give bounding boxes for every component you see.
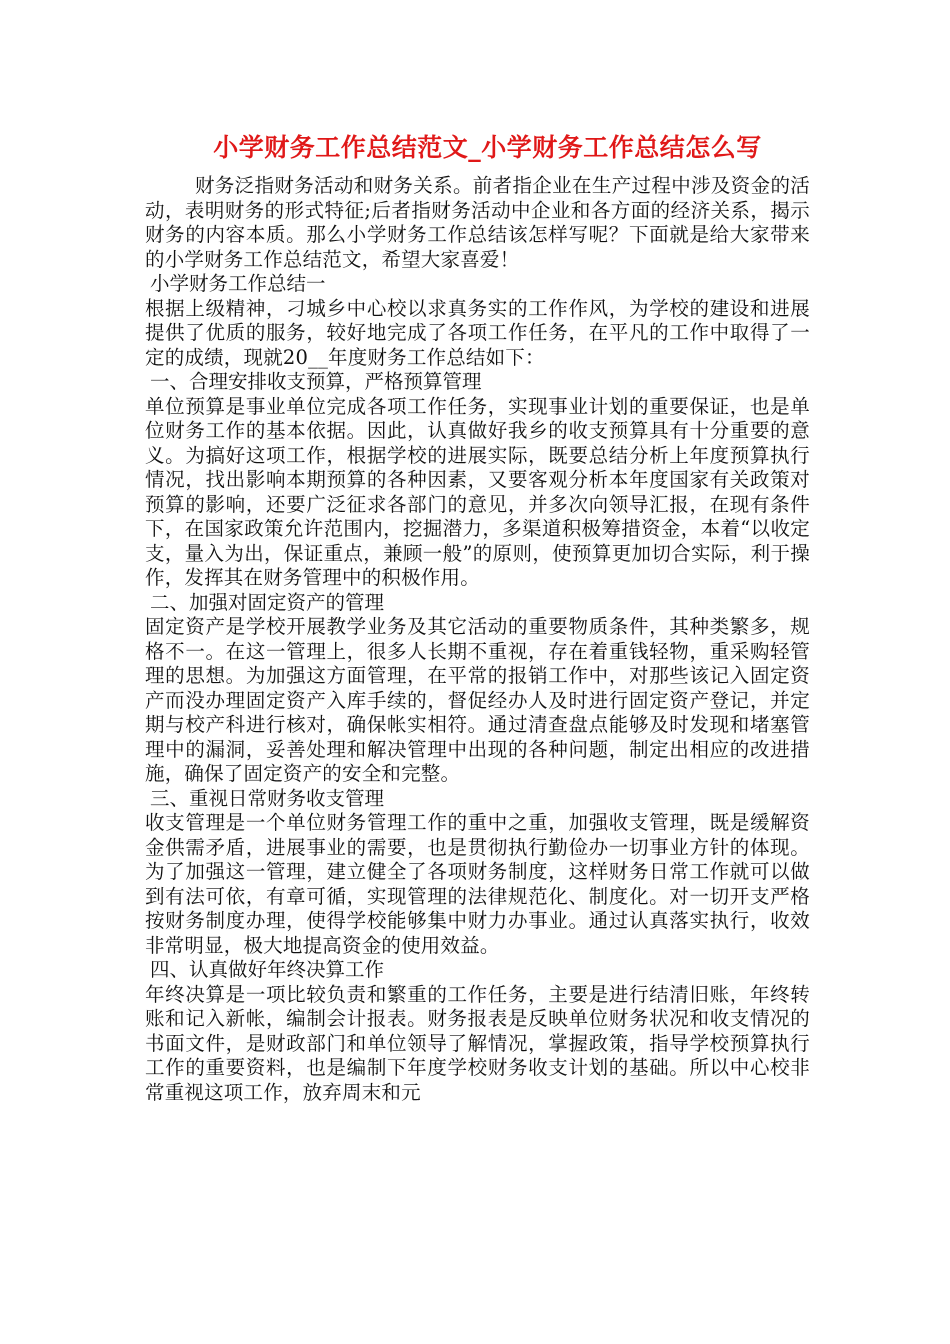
section-body-2: 固定资产是学校开展教学业务及其它活动的重要物质条件，其种类繁多，规格不一。在这一管理上，很多人长期不重视，存在着重钱轻物，重采购轻管理的思想。为加强这方面管理，在平常的报销工作中，对那些该记入固定资产而没办理固定资产入库手续的，督促经办人及时进行固定资产登记，并定期与校产科进行核对，确保帐实相符。通过清查盘点能够及时发现和堵塞管理中的漏洞，妥善处理和解决管理中出现的各种问题，制定出相应的改进措施，确保了固定资产的安全和完整。: [145, 615, 810, 785]
document-title: 小学财务工作总结范文_小学财务工作总结怎么写: [213, 133, 762, 162]
intro-paragraph: 财务泛指财务活动和财务关系。前者指企业在生产过程中涉及资金的活动，表明财务的形式特征;后者指财务活动中企业和各方面的经济关系，揭示财务的内容本质。那么小学财务工作总结该怎样写呢？下面就是给大家带来的小学财务工作总结范文，希望大家喜爱！: [145, 174, 810, 271]
section-heading-1: 一、合理安排收支预算，严格预算管理: [150, 370, 482, 393]
section-heading-2: 二、加强对固定资产的管理: [150, 590, 385, 614]
document-page: [145, 130, 810, 1105]
section-body-3: 收支管理是一个单位财务管理工作的重中之重，加强收支管理，既是缓解资金供需矛盾，进展事业的需要，也是贯彻执行勤俭办一切事业方针的体现。为了加强这一管理，建立健全了各项财务制度，这样财务日常工作就可以做到有法可依，有章可循，实现管理的法律规范化、制度化。对一切开支严格按财务制度办理，使得学校能够集中财力办事业。通过认真落实执行，收效非常明显，极大地提高资金的使用效益。: [145, 811, 810, 957]
opening-paragraph: 根据上级精神，刁城乡中心校以求真务实的工作作风，为学校的建设和进展提供了优质的服务，较好地完成了各项工作任务，在平凡的工作中取得了一定的成绩，现就20__年度财务工作总结如下：: [145, 296, 810, 369]
section-heading-3: 三、重视日常财务收支管理: [150, 786, 385, 810]
summary-heading: 小学财务工作总结一: [150, 272, 326, 295]
section-body-4: 年终决算是一项比较负责和繁重的工作任务，主要是进行结清旧账，年终转账和记入新帐，编制会计报表。财务报表是反映单位财务状况和收支情况的书面文件，是财政部门和单位领导了解情况，掌握政策，指导学校预算执行工作的重要资料，也是编制下年度学校财务收支计划的基础。所以中心校非常重视这项工作，放弃周末和元: [145, 982, 810, 1104]
section-heading-4: 四、认真做好年终决算工作: [150, 958, 385, 981]
section-body-1: 单位预算是事业单位完成各项工作任务，实现事业计划的重要保证，也是单位财务工作的基本依据。因此，认真做好我乡的收支预算具有十分重要的意义。为搞好这项工作，根据学校的进展实际，既要总结分析上年度预算执行情况，找出影响本期预算的各种因素，又要客观分析本年度国家有关政策对预算的影响，还要广泛征求各部门的意见，并多次向领导汇报，在现有条件下，在国家政策允许范围内，挖掘潜力，多渠道积极筹措资金，本着“以收定支，量入为出，保证重点，兼顾一般”的原则，使预算更加切合实际，利于操作，发挥其在财务管理中的积极作用。: [145, 394, 810, 589]
